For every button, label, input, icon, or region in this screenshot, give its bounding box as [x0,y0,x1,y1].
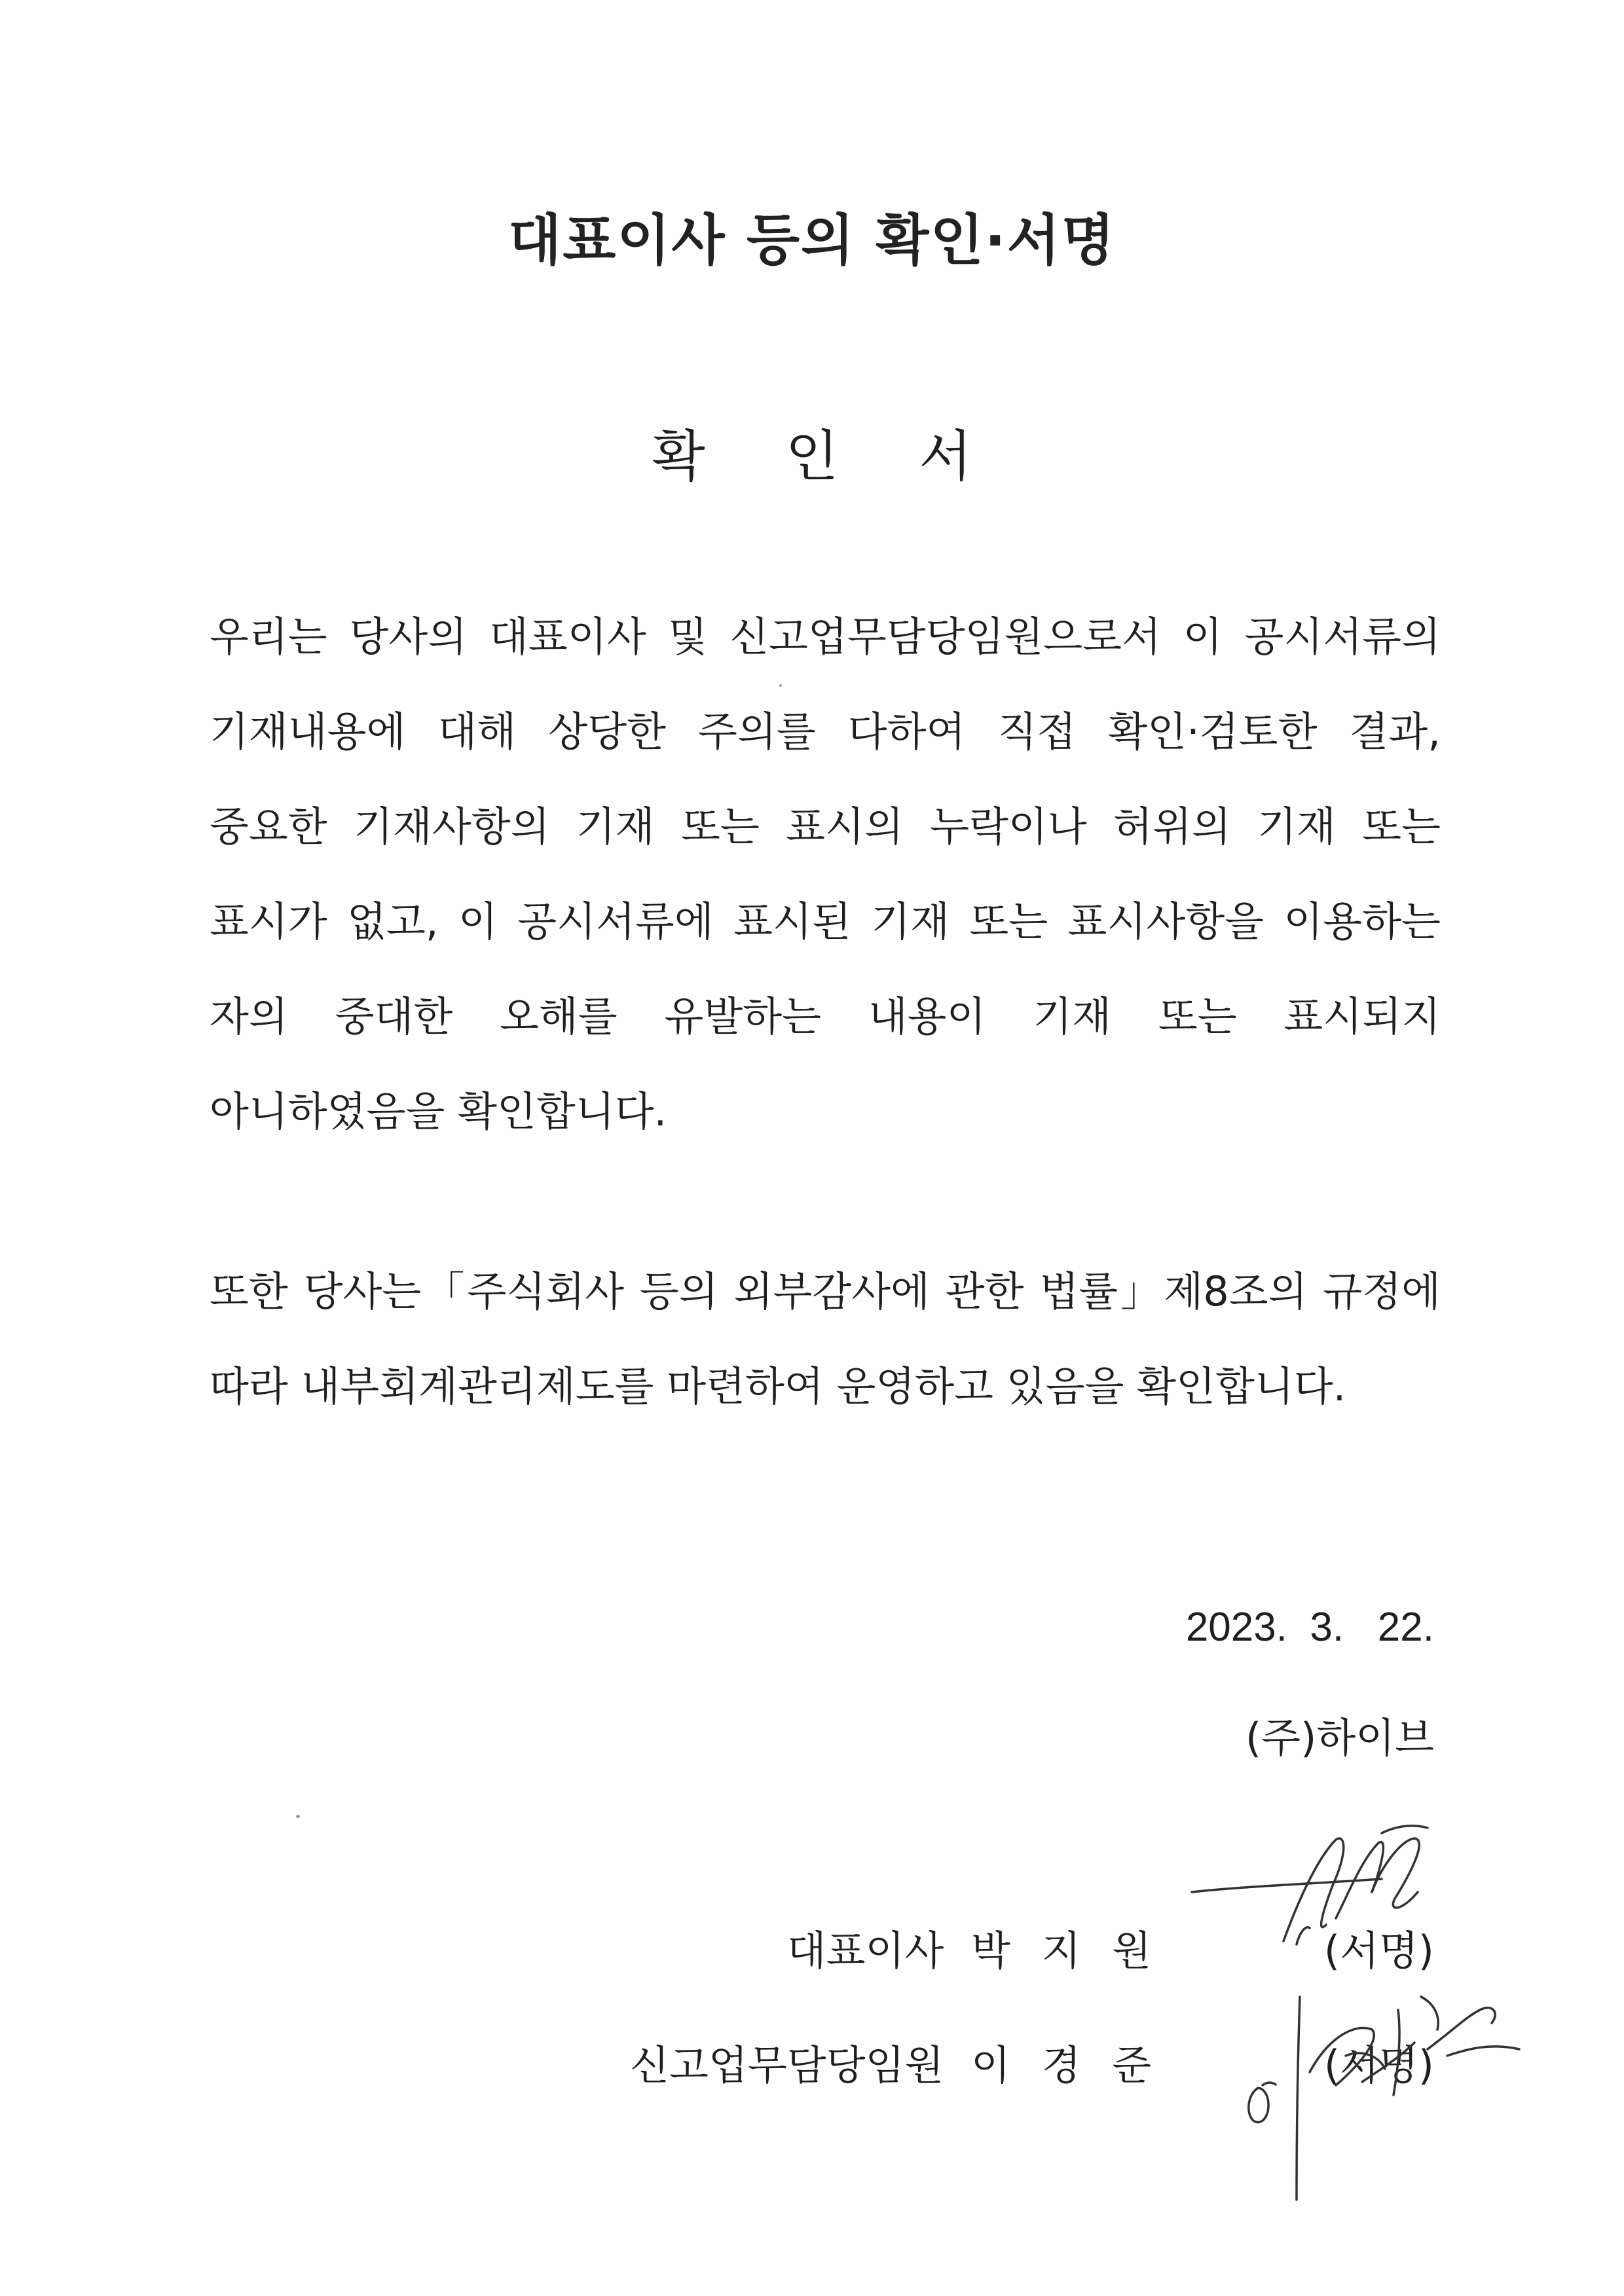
signature-label: (서명) [1323,1927,1434,1975]
signatory-role: 신고업무담당임원 [630,2041,944,2089]
paragraph-line: 자의 중대한 오해를 유발하는 내용이 기재 또는 표시되지 [210,993,1441,1040]
document-date: 2023. 3. 22. [1185,1605,1434,1650]
confirmation-paragraph [210,589,1441,1159]
paragraph-line: 표시가 없고, 이 공시서류에 표시된 기재 또는 표시사항을 이용하는 [210,898,1441,945]
signatory-name: 이 경 준 [971,2041,1161,2089]
paragraph-line: 기재내용에 대해 상당한 주의를 다하여 직접 확인·검토한 결과, [210,708,1441,756]
internal-control-paragraph [210,1244,1441,1434]
paragraph-line: 또한 당사는「주식회사 등의 외부감사에 관한 법률」제8조의 규정에 [210,1267,1441,1315]
company-name: (주)하이브 [1246,1714,1434,1762]
scan-speck [296,1815,300,1818]
paragraph-line: 중요한 기재사항의 기재 또는 표시의 누락이나 허위의 기재 또는 [210,803,1441,850]
paragraph-line: 아니하였음을 확인합니다. [210,1087,667,1135]
document-title: 대표이사 등의 확인·서명 [508,208,1116,272]
scan-speck [779,684,782,687]
ceo-signature-line [787,1918,1434,1977]
officer-signature-line [630,2033,1434,2091]
document-subtitle: 확 인 서 [652,424,1004,488]
paragraph-line: 우리는 당사의 대표이사 및 신고업무담당임원으로서 이 공시서류의 [210,613,1441,661]
signatory-name: 박 지 원 [971,1927,1161,1975]
paragraph-line: 따라 내부회계관리제도를 마련하여 운영하고 있음을 확인합니다. [210,1362,1346,1410]
signatory-role: 대표이사 [786,1927,944,1975]
signature-label: (서명) [1323,2041,1434,2089]
